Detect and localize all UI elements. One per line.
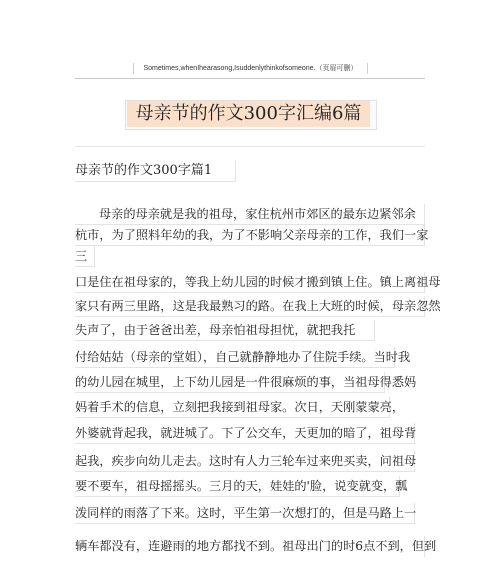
body-line: 的幼儿园在城里，上下幼儿园是一件很麻烦的事，当祖母得悉妈 <box>75 372 385 393</box>
header-divider <box>75 78 425 79</box>
body-line: 口是住在祖母家的，等我上幼儿园的时候才搬到镇上住。镇上离祖母 <box>75 272 425 293</box>
body-line: 泼同样的雨落了下来。这时，平生第一次想打的，但是马路上一 <box>75 503 415 524</box>
body-line: 杭市，为了照料年幼的我，为了不影响父亲母亲的工作，我们一家 <box>75 225 425 246</box>
section-heading: 母亲节的作文300字篇1 <box>75 161 236 182</box>
body-line: 三 <box>75 246 95 267</box>
body-line: 要不要车，祖母摇摇头。三月的天，娃娃的'脸，说变就变，瓢 <box>75 476 400 497</box>
body-line: 失声了，由于爸爸出差，母亲怕祖母担忧，就把我托 <box>75 320 375 341</box>
body-line: 妈着手术的信息，立刻把我接到祖母家。次日，天刚蒙蒙亮， <box>75 397 390 418</box>
title-divider <box>75 146 425 147</box>
document-title: 母亲节的作文300字汇编6篇 <box>127 101 370 127</box>
body-line: 付给姑姑（母亲的堂姐），自己就静静地办了住院手续。当时我 <box>75 347 395 368</box>
body-line: 起我，疾步向幼儿走去。这时有人力三轮车过来兜买卖，问祖母 <box>75 451 415 472</box>
body-line: 辆车都没有，连避雨的地方都找不到。祖母出门的时6点不到，但到 <box>75 536 425 557</box>
page-header: Sometimes,whenIhearasong,Isuddenlythinkofsomeone.（页眉可删） <box>133 63 368 74</box>
body-line: 母亲的母亲就是我的祖母，家住杭州市郊区的最东边紧邻余 <box>75 204 425 225</box>
body-line: 家只有两三里路，这是我最熟习的路。在我上大班的时候，母亲忽然 <box>75 296 425 317</box>
body-line: 外婆就背起我，就进城了。下了公交车，天更加的暗了，祖母背 <box>75 423 415 444</box>
